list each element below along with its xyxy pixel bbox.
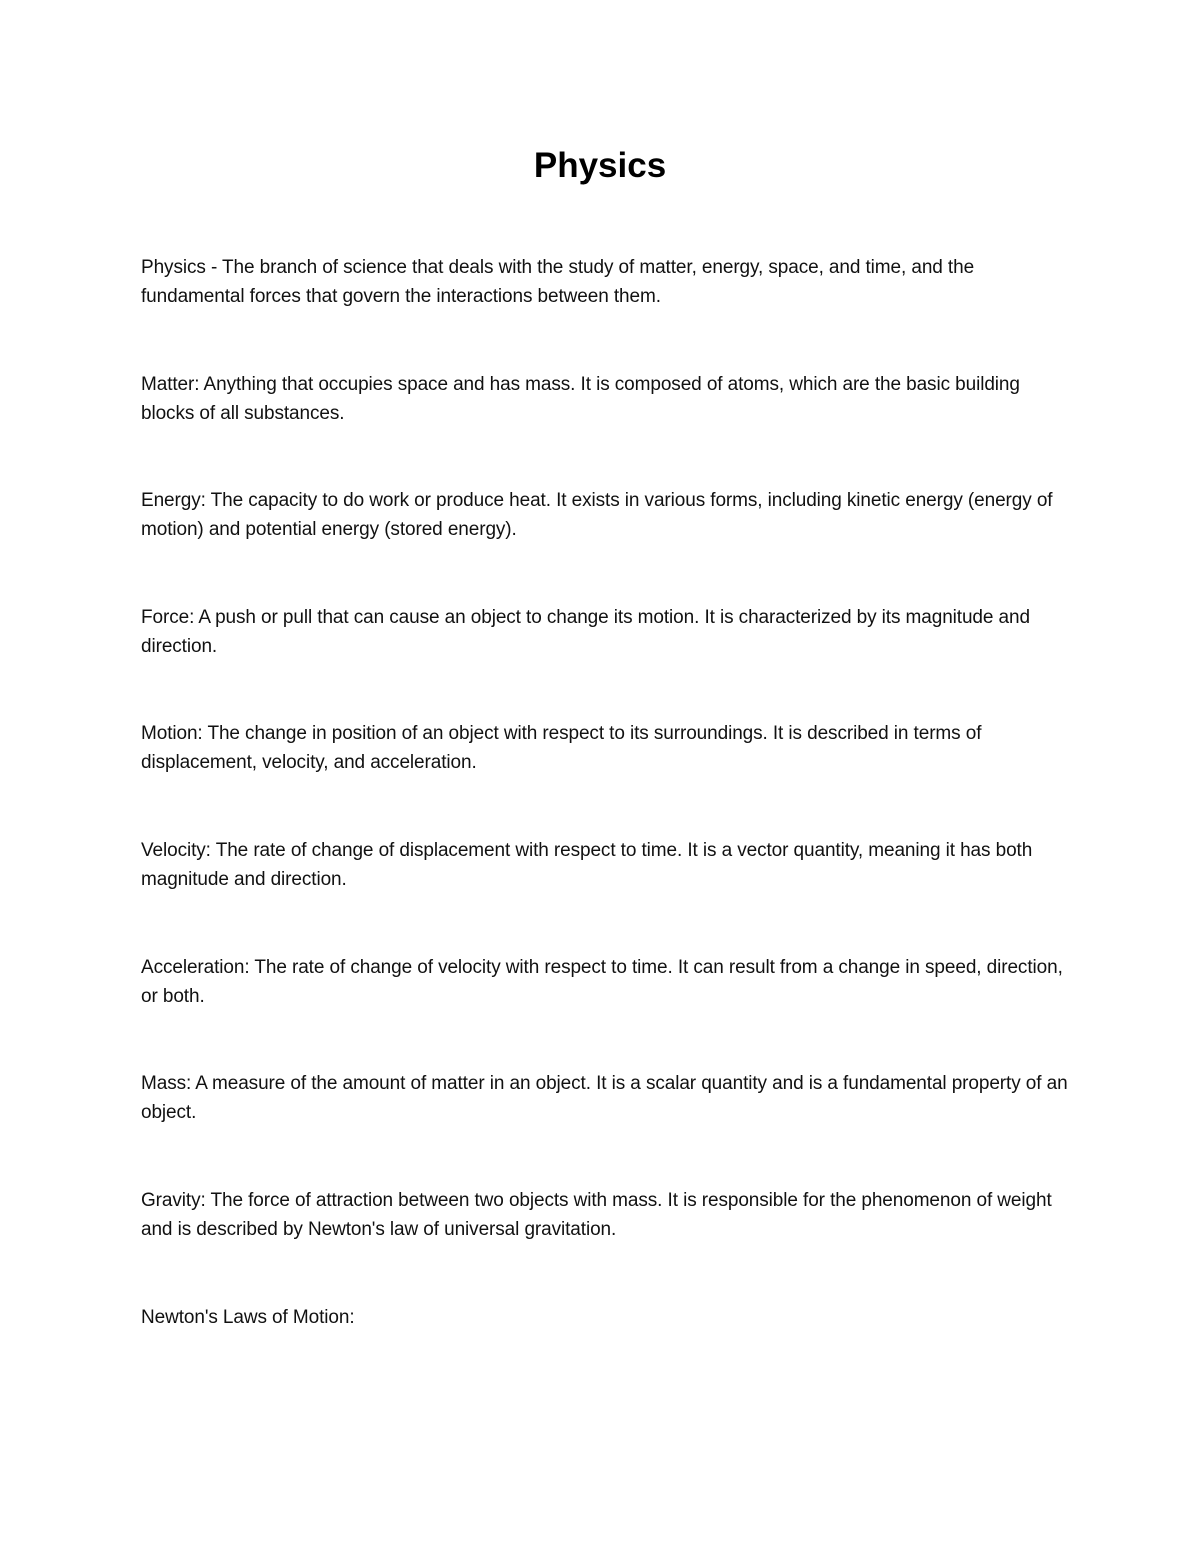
definition-velocity: Velocity: The rate of change of displacement with respect to time. It is a vector quantity, meaning it has both magnitude and direction.	[141, 840, 1033, 890]
definition-force: Force: A push or pull that can cause an object to change its motion. It is characterized by its magnitude and direction.	[141, 607, 1030, 657]
definition-acceleration: Acceleration: The rate of change of velocity with respect to time. It can result from a change in speed, direction, or both.	[141, 957, 1063, 1007]
definition-motion: Motion: The change in position of an object with respect to its surroundings. It is described in terms of displacement, velocity, and acceleration.	[141, 723, 982, 773]
definition-matter: Matter: Anything that occupies space and has mass. It is composed of atoms, which are the basic building blocks of all substances.	[141, 374, 1020, 424]
definition-gravity: Gravity: The force of attraction between two objects with mass. It is responsible for the phenomenon of weight and is described by Newton's law of universal gravitation.	[141, 1190, 1052, 1240]
definition-physics: Physics - The branch of science that deals with the study of matter, energy, space, and time, and the fundamental forces that govern the interactions between them.	[141, 257, 975, 307]
definition-mass: Mass: A measure of the amount of matter in an object. It is a scalar quantity and is a fundamental property of an object.	[141, 1073, 1068, 1123]
page-title: Physics	[533, 146, 667, 185]
section-heading-newtons-laws: Newton's Laws of Motion:	[141, 1307, 355, 1328]
definition-energy: Energy: The capacity to do work or produce heat. It exists in various forms, including kinetic energy (energy of motion) and potential energy (stored energy).	[141, 490, 1053, 540]
